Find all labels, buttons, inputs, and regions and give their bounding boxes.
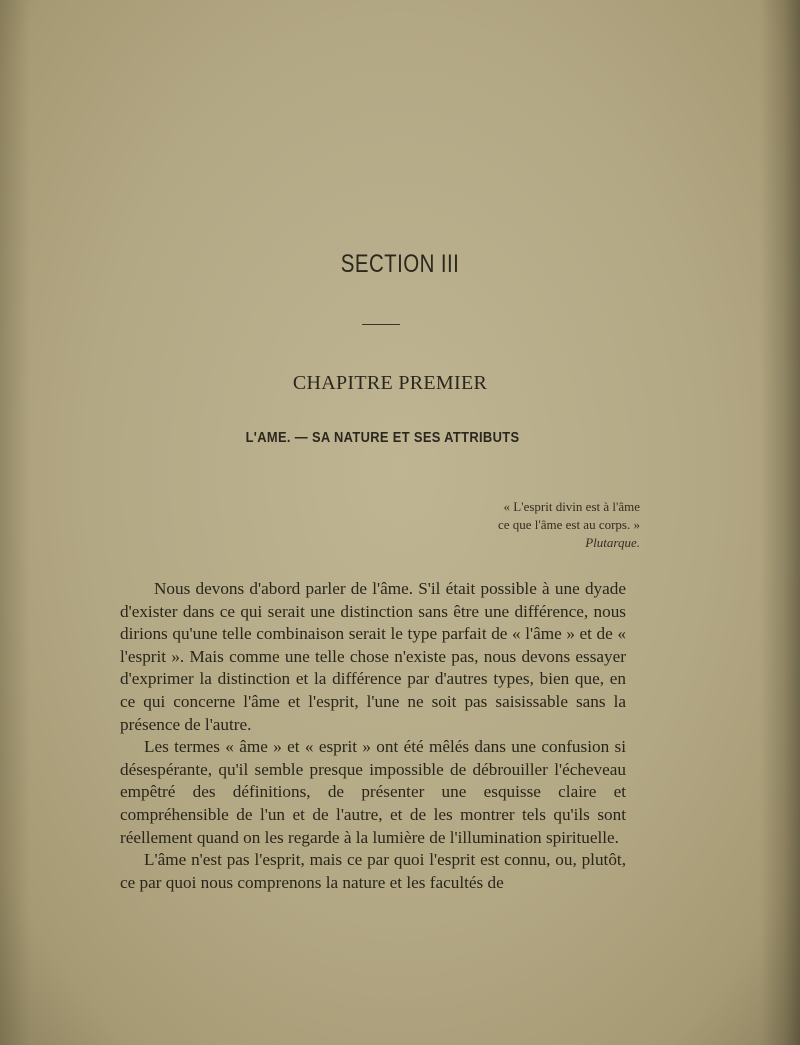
epigraph [440, 498, 640, 552]
epigraph-author: Plutarque. [585, 535, 640, 550]
body-text [120, 578, 626, 894]
epigraph-line: « L'esprit divin est à l'âme [503, 499, 640, 514]
paragraph: Les termes « âme » et « esprit » ont été mêlés dans une confusion si désespérante, qu'il semble presque impossible de débrouiller l'écheveau empêtré des définitions, de présenter une esquisse claire et compréhensible de l'un et de l'autre, et de les montrer tels qu'ils sont réellement quand on les regarde à la lumière de l'illumination spirituelle. [120, 737, 626, 847]
epigraph-line: ce que l'âme est au corps. » [497, 517, 640, 532]
paragraph: L'âme n'est pas l'esprit, mais ce par quoi l'esprit est connu, ou, plutôt, ce par quoi nous comprenons la nature et les facultés de [120, 850, 626, 892]
paragraph: Nous devons d'abord parler de l'âme. S'il était possible à une dyade d'exister dans ce qui serait une distinction sans être une différence, nous dirions qu'une telle combinaison serait le type parfait de « l'âme » et de « l'esprit ». Mais comme une telle chose n'existe pas, nous devons essayer d'exprimer la distinction et la différence par d'autres types, bien que, en ce qui concerne l'âme et l'esprit, l'une ne soit pas saisissable sans la présence de l'autre. [120, 579, 626, 734]
section-title: SECTION III [340, 250, 460, 278]
divider-rule [362, 324, 400, 325]
chapter-subtitle: L'AME. — SA NATURE ET SES ATTRIBUTS [245, 429, 520, 446]
page-edge-shadow-left [0, 0, 30, 1045]
chapter-title: CHAPITRE PREMIER [292, 372, 488, 394]
page-edge-shadow-right [760, 0, 800, 1045]
